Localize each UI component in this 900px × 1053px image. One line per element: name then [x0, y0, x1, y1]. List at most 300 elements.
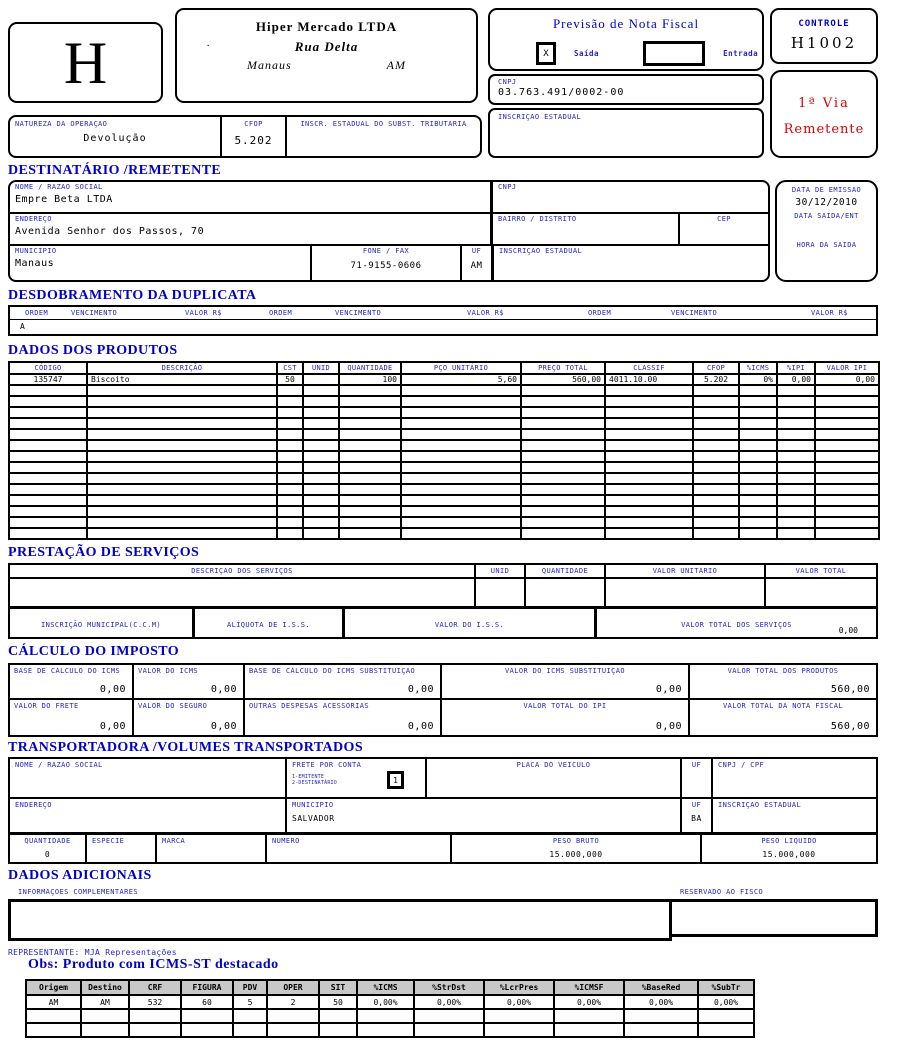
- produtos-cell: [87, 462, 277, 473]
- produtos-cell: 0,00: [777, 374, 815, 385]
- transp-cnpj-cell: [713, 759, 876, 797]
- svc-inscricao-municipal-label: INSCRIÇÃO MUNICIPAL(C.C.M): [41, 621, 161, 629]
- icms-st-cell: [319, 1023, 357, 1037]
- icms-st-cell: 0,00%: [414, 995, 484, 1009]
- produtos-col-header: CST: [277, 362, 303, 374]
- produtos-cell: [605, 528, 693, 539]
- transp-quantidade-cell: [10, 835, 87, 862]
- imposto-valor: 0,00: [407, 684, 434, 695]
- icms-st-col-header: FIGURA: [181, 980, 233, 995]
- transp-peso-liquido-valor: 15.000,000: [762, 850, 816, 859]
- icms-st-col-header: %BaseRed: [624, 980, 698, 995]
- icms-st-cell: [624, 1023, 698, 1037]
- emitente-info-box: [175, 8, 478, 103]
- icms-st-cell: [181, 1023, 233, 1037]
- produtos-cell: [815, 429, 879, 440]
- produtos-cell: [777, 396, 815, 407]
- controle-numero: H1002: [790, 34, 858, 52]
- produtos-cell: [303, 374, 339, 385]
- ie-subst-cell: [287, 117, 480, 156]
- imposto-cell: [442, 665, 690, 698]
- produtos-row: [9, 473, 879, 484]
- transp-especie-cell: [87, 835, 157, 862]
- natureza-operacao-row: [8, 115, 482, 158]
- imposto-valor: 0,00: [655, 721, 682, 732]
- transportadora-table: [8, 757, 878, 864]
- produtos-cell: [777, 407, 815, 418]
- produtos-cell: [277, 473, 303, 484]
- dest-municipio-valor: Manaus: [15, 258, 55, 269]
- produtos-cell: [521, 418, 605, 429]
- produtos-cell: [9, 506, 87, 517]
- transp-peso-bruto-valor: 15.000,000: [549, 850, 603, 859]
- icms-st-cell: [129, 1023, 181, 1037]
- svc-valor-total-servicos-valor: 0,00: [838, 626, 858, 635]
- dest-cnpj-label: CNPJ: [498, 183, 517, 191]
- produtos-cell: [401, 396, 521, 407]
- produtos-cell: 0%: [739, 374, 777, 385]
- imposto-valor: 0,00: [210, 721, 237, 732]
- transp-marca-label: MARCA: [162, 837, 186, 845]
- produtos-cell: 0,00: [815, 374, 879, 385]
- destinatario-block: [8, 180, 878, 282]
- produtos-cell: [303, 495, 339, 506]
- produtos-row: [9, 440, 879, 451]
- produtos-col-header: %IPI: [777, 362, 815, 374]
- produtos-cell: [9, 484, 87, 495]
- produtos-cell: [777, 385, 815, 396]
- produtos-cell: [777, 418, 815, 429]
- produtos-cell: [401, 451, 521, 462]
- produtos-row: [9, 418, 879, 429]
- natureza-label: NATUREZA DA OPERAÇÃO: [15, 120, 108, 128]
- produtos-cell: [303, 528, 339, 539]
- produtos-cell: [87, 440, 277, 451]
- svc-descricao-label: DESCRIÇÃO DOS SERVIÇOS: [191, 567, 293, 575]
- produtos-header-row: [9, 362, 879, 374]
- icms-st-cell: [357, 1023, 414, 1037]
- entrada-label: Entrada: [723, 49, 759, 58]
- documento-titulo: Previsão de Nota Fiscal: [552, 16, 700, 31]
- produtos-cell: [9, 418, 87, 429]
- produtos-cell: [87, 429, 277, 440]
- produtos-cell: [815, 407, 879, 418]
- transp-ie-label: INSCRIÇÃO ESTADUAL: [718, 801, 802, 809]
- imposto-cell: [690, 665, 876, 698]
- icms-st-row: [26, 1023, 754, 1037]
- produtos-cell: [693, 528, 739, 539]
- produtos-cell: [739, 429, 777, 440]
- produtos-cell: [739, 473, 777, 484]
- transp-frete-opt1: 1-EMITENTE: [292, 773, 325, 780]
- transp-frete-cell: [287, 759, 427, 797]
- produtos-cell: [693, 506, 739, 517]
- produtos-col-header: %ICMS: [739, 362, 777, 374]
- produtos-cell: [605, 407, 693, 418]
- produtos-col-header: DESCRIÇÃO: [87, 362, 277, 374]
- icms-st-cell: [26, 1023, 81, 1037]
- transportadora-section-title: TRANSPORTADORA /VOLUMES TRANSPORTADOS: [8, 740, 364, 755]
- transp-quantidade-label: QUANTIDADE: [24, 837, 71, 845]
- dest-nome-cell: [10, 182, 490, 212]
- imposto-cell: [10, 700, 134, 735]
- produtos-cell: [777, 495, 815, 506]
- dest-endereco-cell: [10, 214, 490, 244]
- imposto-valor: 0,00: [407, 721, 434, 732]
- emitente-uf: AM: [386, 58, 406, 72]
- produtos-cell: [339, 517, 401, 528]
- produtos-cell: [521, 385, 605, 396]
- icms-st-cell: 0,00%: [357, 995, 414, 1009]
- icms-st-cell: [129, 1009, 181, 1023]
- produtos-cell: 5,60: [401, 374, 521, 385]
- produtos-cell: [739, 495, 777, 506]
- produtos-row: [9, 407, 879, 418]
- dest-bairro-cell: [490, 214, 678, 244]
- imposto-label: BASE DE CÁLCULO DO ICMS SUBSTITUIÇÃO: [249, 667, 416, 675]
- produtos-cell: [339, 385, 401, 396]
- produtos-cell: [401, 484, 521, 495]
- emitente-logo-box: [8, 22, 163, 103]
- icms-st-header-row: [26, 980, 754, 995]
- icms-st-col-header: %LcrPres: [484, 980, 554, 995]
- transp-frete-opt2: 2-DESTINATÁRIO: [292, 780, 337, 786]
- dados-adicionais-labels: [8, 886, 878, 899]
- transp-endereco-label: ENDEREÇO: [15, 801, 52, 809]
- produtos-cell: [339, 451, 401, 462]
- produtos-cell: [87, 396, 277, 407]
- produtos-cell: [339, 407, 401, 418]
- produtos-cell: [87, 451, 277, 462]
- produtos-cell: [739, 451, 777, 462]
- produtos-col-header: CÓDIGO: [9, 362, 87, 374]
- produtos-cell: [739, 440, 777, 451]
- icms-st-col-header: SIT: [319, 980, 357, 995]
- produtos-cell: [401, 429, 521, 440]
- icms-st-cell: [554, 1023, 624, 1037]
- icms-st-table: [25, 979, 755, 1038]
- produtos-cell: [9, 396, 87, 407]
- emitente-nome: Hiper Mercado LTDA: [255, 19, 398, 34]
- produtos-cell: [739, 484, 777, 495]
- icms-st-col-header: OPER: [267, 980, 319, 995]
- transp-numero-cell: [267, 835, 452, 862]
- dest-ie-label: INSCRIÇÃO ESTADUAL: [499, 247, 583, 255]
- produtos-cell: [401, 462, 521, 473]
- servicos-table: [8, 563, 878, 639]
- icms-st-cell: [484, 1009, 554, 1023]
- imposto-row1: [10, 665, 876, 700]
- representante-linha: REPRESENTANTE: MJA Representações: [8, 948, 177, 957]
- duplicata-col-header: VENCIMENTO: [71, 309, 118, 317]
- produtos-row: [9, 429, 879, 440]
- duplicata-col-header: ORDEM: [588, 309, 612, 317]
- icms-st-cell: AM: [81, 995, 129, 1009]
- imposto-label: VALOR TOTAL DOS PRODUTOS: [727, 667, 839, 675]
- produtos-cell: [521, 407, 605, 418]
- produtos-cell: [605, 495, 693, 506]
- icms-st-cell: [267, 1009, 319, 1023]
- produtos-col-header: CLASSIF: [605, 362, 693, 374]
- duplicata-col-header: VALOR R$: [185, 309, 222, 317]
- transp-peso-bruto-label: PESO BRUTO: [552, 837, 600, 845]
- produtos-cell: [521, 462, 605, 473]
- dest-endereco-label: ENDEREÇO: [15, 215, 52, 223]
- transp-peso-bruto-cell: [452, 835, 702, 862]
- dest-cep-cell: [678, 214, 768, 244]
- icms-st-cell: [414, 1009, 484, 1023]
- duplicata-col-header: ORDEM: [25, 309, 49, 317]
- produtos-cell: [739, 407, 777, 418]
- produtos-cell: [605, 451, 693, 462]
- produtos-cell: [87, 528, 277, 539]
- imposto-cell: [690, 700, 876, 735]
- produtos-cell: [87, 385, 277, 396]
- produtos-cell: [815, 418, 879, 429]
- duplicata-data-row: A: [20, 322, 25, 331]
- produtos-cell: [401, 407, 521, 418]
- svc-aliquota-label: ALÍQUOTA DE I.S.S.: [226, 621, 311, 629]
- produtos-cell: [693, 462, 739, 473]
- dest-uf-cell: [460, 246, 491, 280]
- produtos-cell: [815, 473, 879, 484]
- produtos-cell: [815, 528, 879, 539]
- produtos-cell: [605, 517, 693, 528]
- dados-adicionais-boxes: [8, 899, 878, 941]
- produtos-cell: 50: [277, 374, 303, 385]
- produtos-cell: 4011.10.00: [605, 374, 693, 385]
- servicos-section-title: PRESTAÇÃO DE SERVIÇOS: [8, 545, 200, 560]
- produtos-cell: [521, 429, 605, 440]
- data-emissao-label: DATA DE EMISSÃO: [791, 186, 862, 194]
- servicos-empty-row: [10, 579, 876, 609]
- endereco-dot: .: [207, 37, 211, 49]
- produtos-cell: [401, 385, 521, 396]
- produtos-cell: [739, 462, 777, 473]
- emitente-cidade-row: [177, 58, 476, 73]
- produtos-row: [9, 451, 879, 462]
- imposto-label: VALOR DO ICMS: [138, 667, 198, 675]
- icms-st-col-header: Destino: [81, 980, 129, 995]
- produtos-row: [9, 385, 879, 396]
- transp-uf2-label: UF: [691, 801, 702, 809]
- transp-nome-cell: [10, 759, 287, 797]
- cfop-label: CFOP: [244, 120, 263, 128]
- observacao-linha: Obs: Produto com ICMS-ST destacado: [28, 957, 279, 972]
- produtos-row: [9, 396, 879, 407]
- icms-st-cell: 50: [319, 995, 357, 1009]
- transp-marca-cell: [157, 835, 267, 862]
- produtos-table: [8, 361, 880, 540]
- transp-frete-label: FRETE POR CONTA: [292, 761, 362, 769]
- produtos-cell: [277, 429, 303, 440]
- produtos-cell: [605, 473, 693, 484]
- icms-st-cell: [26, 1009, 81, 1023]
- produtos-cell: [693, 484, 739, 495]
- dest-cep-label: CEP: [717, 215, 731, 223]
- produtos-cell: [693, 440, 739, 451]
- produtos-cell: [339, 506, 401, 517]
- produtos-cell: [693, 451, 739, 462]
- transp-ie-cell: [713, 799, 876, 832]
- produtos-cell: Biscoito: [87, 374, 277, 385]
- icms-st-cell: [181, 1009, 233, 1023]
- produtos-row: [9, 517, 879, 528]
- emitente-endereco-row: [177, 39, 476, 55]
- imposto-label: VALOR TOTAL DO IPI: [523, 702, 607, 710]
- imposto-label: VALOR DO ICMS SUBSTITUIÇÃO: [505, 667, 625, 675]
- produtos-cell: [521, 495, 605, 506]
- produtos-cell: [815, 506, 879, 517]
- dest-fone-label: FONE / FAX: [362, 247, 410, 255]
- imposto-label: VALOR DO SEGURO: [138, 702, 208, 710]
- ie-subst-label: INSCR. ESTADUAL DO SUBST. TRIBUTÁRIA: [300, 120, 467, 128]
- produtos-cell: [303, 484, 339, 495]
- emitente-logo-letter: H: [63, 29, 108, 96]
- transp-frete-opcoes: [292, 774, 337, 787]
- saida-checkbox-mark: X: [543, 48, 549, 59]
- produtos-row: [9, 484, 879, 495]
- emitente-cnpj-box: [488, 74, 764, 105]
- produtos-cell: [303, 473, 339, 484]
- produtos-cell: [777, 451, 815, 462]
- saida-entrada-row: [536, 41, 762, 66]
- produtos-cell: [521, 517, 605, 528]
- produtos-cell: [87, 407, 277, 418]
- imposto-valor: 0,00: [655, 684, 682, 695]
- icms-st-cell: 0,00%: [484, 995, 554, 1009]
- duplicata-header-row: [10, 307, 876, 320]
- produtos-cell: [815, 385, 879, 396]
- svc-valor-iss-label: VALOR DO I.S.S.: [434, 621, 505, 629]
- transp-placa-label: PLACA DO VEICULO: [516, 761, 591, 769]
- produtos-cell: [521, 396, 605, 407]
- produtos-cell: [739, 396, 777, 407]
- produtos-cell: [339, 418, 401, 429]
- produtos-col-header: VALOR IPI: [815, 362, 879, 374]
- imposto-label: VALOR DO FRETE: [14, 702, 79, 710]
- produtos-cell: [401, 440, 521, 451]
- produtos-row: [9, 506, 879, 517]
- transp-cnpj-label: CNPJ / CPF: [718, 761, 765, 769]
- produtos-cell: [777, 528, 815, 539]
- produtos-cell: [693, 396, 739, 407]
- produtos-cell: [277, 506, 303, 517]
- produtos-cell: [9, 528, 87, 539]
- icms-st-cell: 2: [267, 995, 319, 1009]
- imposto-label: OUTRAS DESPESAS ACESSORIAS: [249, 702, 369, 710]
- produtos-cell: [277, 528, 303, 539]
- produtos-cell: [303, 462, 339, 473]
- transp-numero-label: NÚMERO: [272, 837, 300, 845]
- controle-label: CONTROLE: [798, 19, 850, 29]
- produtos-col-header: CFOP: [693, 362, 739, 374]
- produtos-cell: [9, 462, 87, 473]
- transp-municipio-cell: [287, 799, 682, 832]
- duplicata-col-header: VALOR R$: [467, 309, 504, 317]
- produtos-cell: [87, 517, 277, 528]
- controle-box: [770, 8, 878, 64]
- dest-endereco-valor: Avenida Senhor dos Passos, 70: [15, 226, 205, 237]
- produtos-cell: [339, 429, 401, 440]
- dest-fone-valor: 71-9155-0606: [350, 261, 422, 271]
- transp-peso-liquido-label: PESO LIQUIDO: [761, 837, 817, 845]
- icms-st-col-header: PDV: [233, 980, 267, 995]
- icms-st-cell: [319, 1009, 357, 1023]
- produtos-cell: [521, 473, 605, 484]
- produtos-cell: [605, 462, 693, 473]
- icms-st-cell: 60: [181, 995, 233, 1009]
- produtos-cell: [277, 385, 303, 396]
- produtos-cell: 560,00: [521, 374, 605, 385]
- hora-saida-label: HORA DA SAIDA: [796, 241, 857, 249]
- icms-st-col-header: CRF: [129, 980, 181, 995]
- produtos-cell: [277, 440, 303, 451]
- produtos-cell: [739, 385, 777, 396]
- imposto-cell: [442, 700, 690, 735]
- duplicata-col-header: ORDEM: [269, 309, 293, 317]
- dest-bairro-label: BAIRRO / DISTRITO: [498, 215, 577, 223]
- entrada-checkbox: [643, 41, 705, 66]
- icms-st-cell: [233, 1009, 267, 1023]
- dest-uf-valor: AM: [470, 261, 483, 271]
- produtos-cell: [277, 517, 303, 528]
- produtos-cell: [9, 517, 87, 528]
- produtos-cell: [401, 418, 521, 429]
- produtos-cell: [303, 385, 339, 396]
- produtos-cell: [693, 429, 739, 440]
- produtos-cell: [815, 484, 879, 495]
- icms-st-row: [26, 1009, 754, 1023]
- produtos-row: [9, 374, 879, 385]
- icms-st-cell: 5: [233, 995, 267, 1009]
- emitente-ie-label: INSCRIÇÃO ESTADUAL: [498, 113, 582, 121]
- icms-st-col-header: Origem: [26, 980, 81, 995]
- produtos-cell: [339, 473, 401, 484]
- produtos-cell: [401, 495, 521, 506]
- datas-box: [775, 180, 878, 282]
- produtos-row: [9, 462, 879, 473]
- produtos-cell: [815, 517, 879, 528]
- produtos-cell: [605, 385, 693, 396]
- icms-st-col-header: %ICMS: [357, 980, 414, 995]
- svc-valor-unitario-label: VALOR UNITÁRIO: [652, 567, 718, 575]
- produtos-cell: [777, 429, 815, 440]
- produtos-cell: [87, 484, 277, 495]
- produtos-cell: [777, 484, 815, 495]
- produtos-col-header: UNID: [303, 362, 339, 374]
- duplicata-col-header: VENCIMENTO: [335, 309, 382, 317]
- destinatario-section-title: DESTINATÁRIO /REMETENTE: [8, 163, 222, 178]
- transp-nome-label: NOME / RAZÃO SOCIAL: [15, 761, 103, 769]
- produtos-cell: [777, 517, 815, 528]
- dest-nome-valor: Empre Beta LTDA: [15, 194, 113, 205]
- produtos-cell: [277, 396, 303, 407]
- servicos-footer-row: [10, 609, 876, 637]
- produtos-cell: [605, 440, 693, 451]
- imposto-cell: [134, 700, 245, 735]
- produtos-row: [9, 495, 879, 506]
- emitente-cnpj-valor: 03.763.491/0002-00: [498, 87, 625, 98]
- produtos-cell: [605, 484, 693, 495]
- produtos-cell: [521, 440, 605, 451]
- produtos-cell: [303, 517, 339, 528]
- icms-st-cell: [267, 1023, 319, 1037]
- emitente-endereco: Rua Delta: [294, 39, 359, 54]
- transp-uf2-cell: [682, 799, 713, 832]
- svc-valor-total-servicos-label: VALOR TOTAL DOS SERVIÇOS: [681, 621, 792, 629]
- transp-frete-valor-box: 1: [387, 771, 404, 789]
